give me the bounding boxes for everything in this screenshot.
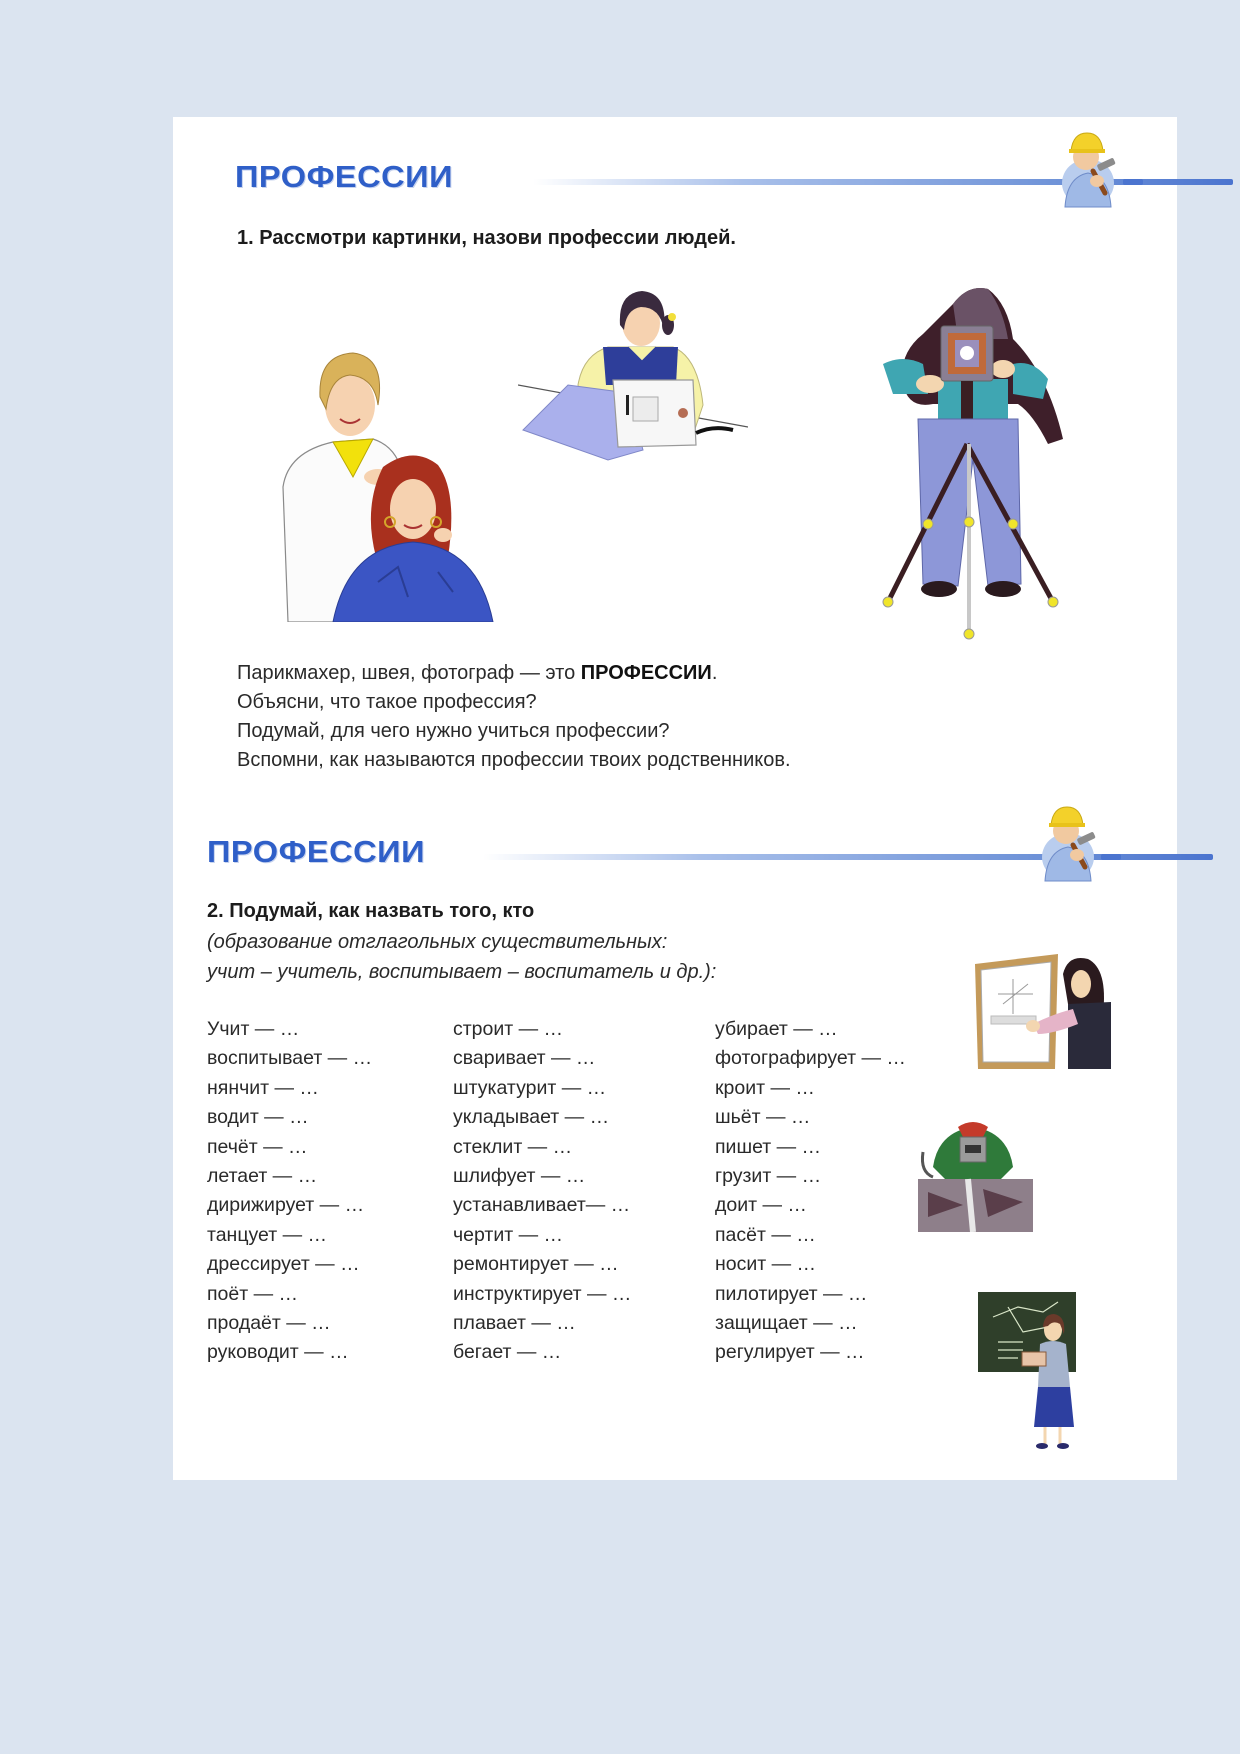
verb-item: водит — … — [207, 1106, 309, 1129]
workbook-page — [173, 117, 1177, 1480]
hairdresser-illustration — [278, 347, 508, 622]
verb-column-2 — [453, 1015, 631, 1368]
verb-item: регулирует — … — [715, 1341, 865, 1364]
verb-column-1 — [207, 1015, 372, 1368]
verb-item: пасёт — … — [715, 1223, 816, 1246]
section2-header-line-tail — [1101, 854, 1121, 860]
verb-column-3 — [715, 1015, 906, 1368]
verb-item: плавает — … — [453, 1312, 576, 1335]
note-line-2: учит – учитель, воспитывает – воспитатель и др.): — [207, 961, 717, 983]
verb-item: дирижирует — … — [207, 1194, 365, 1217]
verb-item: дрессирует — … — [207, 1253, 360, 1276]
section1-text — [237, 659, 791, 775]
verb-item: доит — … — [715, 1194, 807, 1217]
verb-item: Учит — … — [207, 1018, 300, 1040]
verb-item: инструктирует — … — [453, 1282, 632, 1305]
verb-item: воспитывает — … — [207, 1047, 373, 1070]
note-line-1: (образование отглагольных существительных: — [207, 931, 668, 953]
verb-item: чертит — … — [453, 1223, 564, 1246]
section1-title: ПРОФЕССИИ — [235, 159, 454, 194]
task1-heading: 1. Рассмотри картинки, назови профессии людей. — [237, 227, 736, 249]
seamstress-illustration — [518, 285, 748, 470]
verb-item: ремонтирует — … — [453, 1253, 619, 1276]
task2-heading: 2. Подумай, как назвать того, кто — [207, 900, 535, 922]
verb-item: убирает — … — [715, 1018, 838, 1040]
draftswoman-illustration — [973, 954, 1113, 1069]
verb-item: грузит — … — [715, 1165, 822, 1188]
verb-item: бегает — … — [453, 1341, 562, 1364]
verb-item: сваривает — … — [453, 1047, 596, 1070]
section2-title: ПРОФЕССИИ — [207, 834, 426, 869]
verb-item: танцует — … — [207, 1223, 327, 1246]
verb-item: продаёт — … — [207, 1312, 331, 1335]
construction-worker-icon — [1053, 121, 1123, 211]
verb-item: штукатурит — … — [453, 1076, 607, 1099]
verb-item: пишет — … — [715, 1135, 822, 1158]
verb-item: фотографирует — … — [715, 1047, 906, 1070]
verb-item: шьёт — … — [715, 1106, 811, 1129]
verb-item: стеклит — … — [453, 1135, 573, 1158]
verb-item: устанавливает— … — [453, 1194, 631, 1217]
verb-item: летает — … — [207, 1165, 318, 1188]
text-line-2: Объясни, что такое профессия? — [237, 691, 537, 713]
text-line-3: Подумай, для чего нужно учиться профессии? — [237, 720, 670, 742]
verb-item: укладывает — … — [453, 1106, 610, 1129]
verb-item: носит — … — [715, 1253, 817, 1276]
verb-item: нянчит — … — [207, 1076, 319, 1099]
verb-item: шлифует — … — [453, 1165, 586, 1188]
construction-worker-icon — [1033, 795, 1103, 885]
verb-item: печёт — … — [207, 1135, 308, 1158]
section1-header-line-tail — [1123, 179, 1143, 185]
photographer-illustration — [873, 284, 1073, 649]
verb-item: поёт — … — [207, 1282, 299, 1305]
teacher-illustration — [978, 1292, 1083, 1452]
welder-illustration — [918, 1117, 1033, 1232]
verb-item: кроит — … — [715, 1076, 815, 1099]
verb-item: строит — … — [453, 1018, 564, 1040]
text-line-1: Парикмахер, швея, фотограф — это ПРОФЕССИИ. — [237, 662, 718, 684]
professions-bold: ПРОФЕССИИ — [580, 662, 712, 684]
verb-item: защищает — … — [715, 1312, 858, 1335]
verb-item: пилотирует — … — [715, 1282, 868, 1305]
text-line-4: Вспомни, как называются профессии твоих родственников. — [237, 749, 791, 771]
verb-item: руководит — … — [207, 1341, 349, 1364]
task2-note — [207, 927, 716, 987]
